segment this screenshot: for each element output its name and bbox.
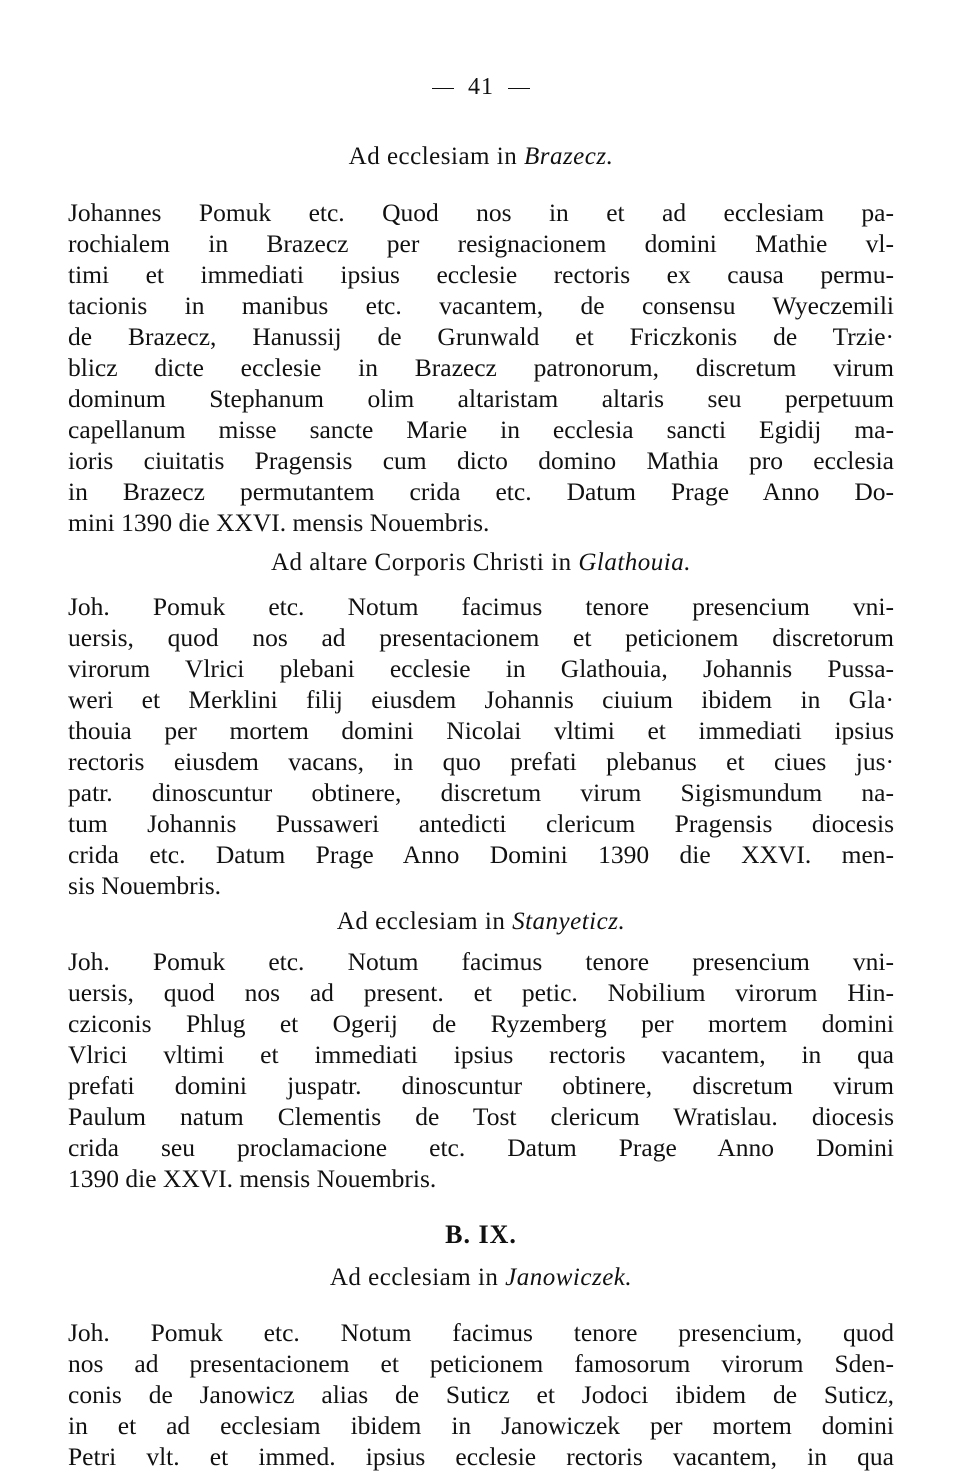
text-line: 1390 die XXVI. mensis Nouembris.: [68, 1164, 437, 1193]
text-line: dominum Stephanum olim altaristam altaris seu perpetuum: [68, 384, 894, 413]
text-line: blicz dicte ecclesie in Brazecz patronorum, discretum virum: [68, 353, 894, 382]
section-heading-janowiczek: Ad ecclesiam in Janowiczek.: [329, 1264, 633, 1291]
text-line: timi et immediati ipsius ecclesie rectoris ex causa permu-: [68, 260, 894, 289]
text-line: in et ad ecclesiam ibidem in Janowiczek per mortem domini: [68, 1411, 894, 1440]
dash-right: [508, 88, 530, 89]
text-line: Vlrici vltimi et immediati ipsius rectoris vacantem, in qua: [68, 1040, 894, 1069]
section-heading-stanyeticz: Ad ecclesiam in Stanyeticz.: [336, 908, 626, 935]
text-line: patr. dinoscuntur obtinere, discretum virum Sigismundum na-: [68, 778, 894, 807]
text-line: conis de Janowicz alias de Suticz et Jodoci ibidem de Suticz,: [68, 1380, 894, 1409]
text-line: uersis, quod nos ad present. et petic. Nobilium virorum Hin-: [68, 978, 894, 1007]
text-line: Joh. Pomuk etc. Notum facimus tenore presencium, quod: [68, 1318, 894, 1347]
section-heading-glathouia: Ad altare Corporis Christi in Glathouia.: [271, 549, 691, 576]
text-line: ioris ciuitatis Pragensis cum dicto domino Mathia pro ecclesia: [68, 446, 894, 475]
text-line: virorum Vlrici plebani ecclesie in Glathouia, Johannis Pussa-: [68, 654, 894, 683]
text-line: crida seu proclamacione etc. Datum Prage Anno Domini: [68, 1133, 894, 1162]
text-line: tacionis in manibus etc. vacantem, de consensu Wyeczemili: [68, 291, 894, 320]
text-line: de Brazecz, Hanussij de Grunwald et Friczkonis de Trzie·: [68, 322, 894, 351]
section-signature: B. IX.: [445, 1220, 517, 1249]
text-line: Joh. Pomuk etc. Notum facimus tenore presencium vni-: [68, 592, 894, 621]
text-line: rochialem in Brazecz per resignacionem domini Mathie vl-: [68, 229, 894, 258]
text-line: sis Nouembris.: [68, 871, 221, 900]
text-line: Paulum natum Clementis de Tost clericum Wratislau. diocesis: [68, 1102, 894, 1131]
text-line: Joh. Pomuk etc. Notum facimus tenore presencium vni-: [68, 947, 894, 976]
text-line: mini 1390 die XXVI. mensis Nouembris.: [68, 508, 490, 537]
text-line: uersis, quod nos ad presentacionem et peticionem discretorum: [68, 623, 894, 652]
text-line: thouia per mortem domini Nicolai vltimi et immediati ipsius: [68, 716, 894, 745]
text-line: in Brazecz permutantem crida etc. Datum Prage Anno Do-: [68, 477, 894, 506]
section-heading-brazecz: Ad ecclesiam in Brazecz.: [348, 143, 614, 170]
text-line: Petri vlt. et immed. ipsius ecclesie rectoris vacantem, in qua: [68, 1442, 894, 1471]
text-line: crida etc. Datum Prage Anno Domini 1390 die XXVI. men-: [68, 840, 894, 869]
dash-left: [432, 88, 454, 89]
page-number: 41: [68, 74, 894, 101]
text-line: tum Johannis Pussaweri antedicti clericum Pragensis diocesis: [68, 809, 894, 838]
text-line: capellanum misse sancte Marie in ecclesia sancti Egidij ma-: [68, 415, 894, 444]
text-line: nos ad presentacionem et peticionem famosorum virorum Sden-: [68, 1349, 894, 1378]
text-line: rectoris eiusdem vacans, in quo prefati plebanus et ciues jus·: [68, 747, 894, 776]
text-line: Johannes Pomuk etc. Quod nos in et ad ecclesiam pa-: [68, 198, 894, 227]
text-line: prefati domini juspatr. dinoscuntur obtinere, discretum virum: [68, 1071, 894, 1100]
text-line: cziconis Phlug et Ogerij de Ryzemberg per mortem domini: [68, 1009, 894, 1038]
text-line: weri et Merklini filij eiusdem Johannis ciuium ibidem in Gla·: [68, 685, 894, 714]
